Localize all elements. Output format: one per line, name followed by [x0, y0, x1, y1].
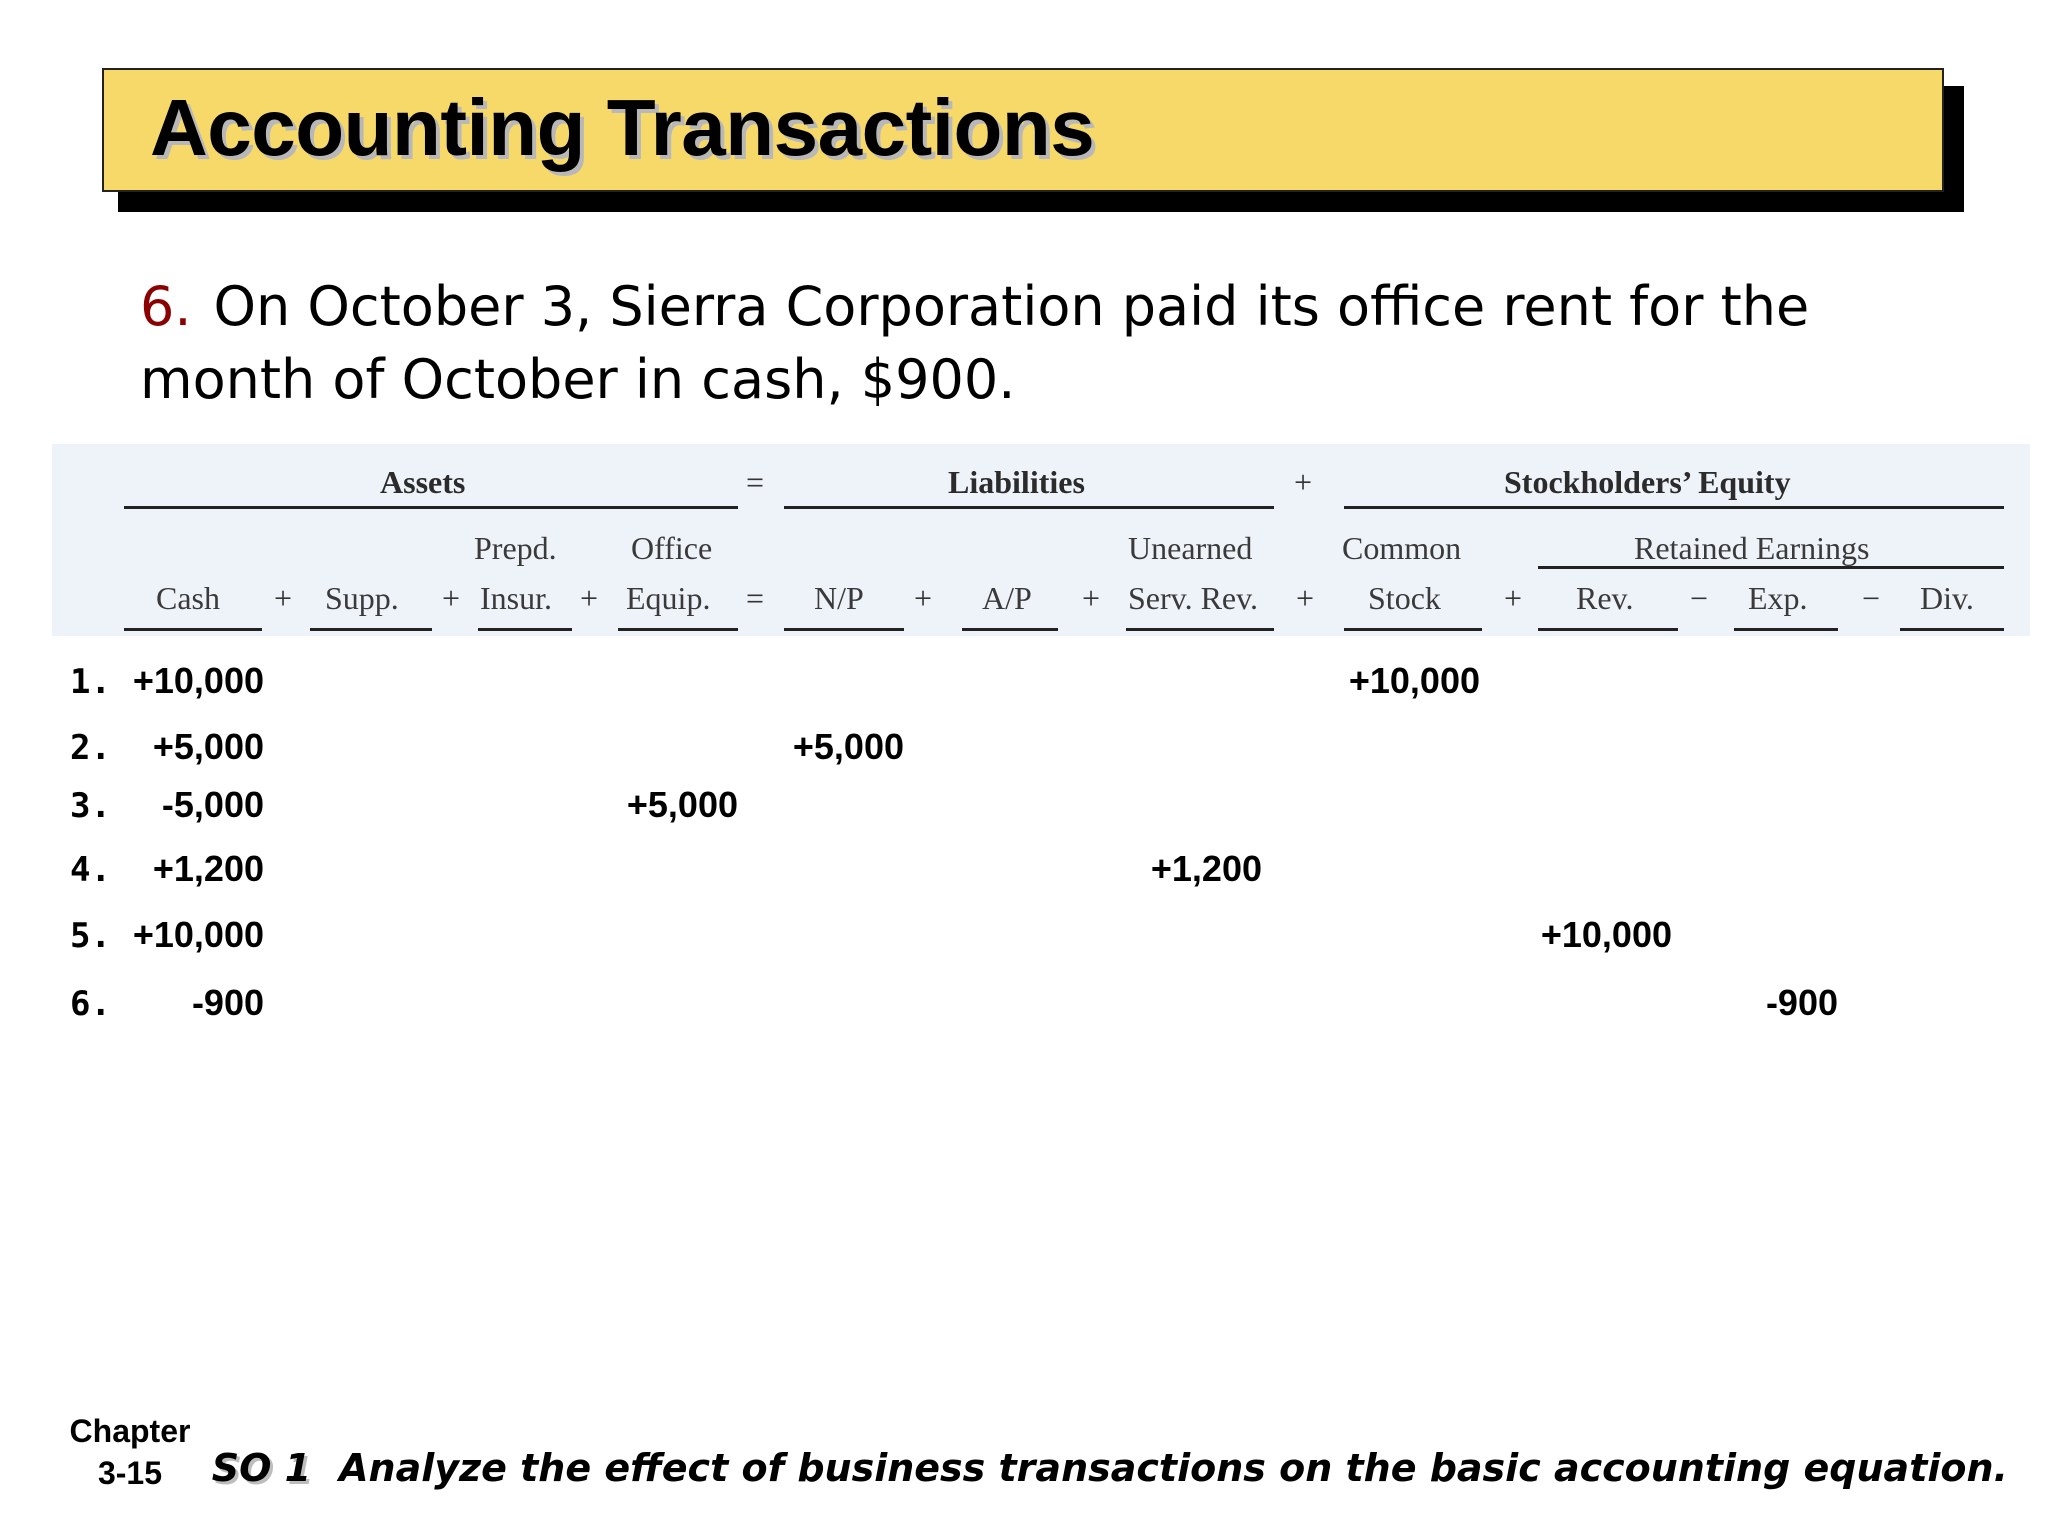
- col-supp: Supp.: [325, 580, 399, 616]
- op-plus: +: [274, 580, 293, 616]
- chapter-label: [60, 1410, 200, 1494]
- cash-value: +10,000: [132, 914, 264, 955]
- exp-underline: [1734, 628, 1838, 631]
- ap-underline: [962, 628, 1058, 631]
- row-label: 3.: [70, 786, 111, 826]
- row-label: 4.: [70, 850, 111, 890]
- row-label: 5.: [70, 916, 111, 956]
- op-minus: −: [1690, 580, 1709, 616]
- stock-underline: [1344, 628, 1482, 631]
- np-underline: [784, 628, 904, 631]
- cash-value: +5,000: [152, 726, 264, 767]
- cash-value: -900: [191, 982, 264, 1023]
- chapter-line1: Chapter: [69, 1413, 191, 1449]
- col-equip: Equip.: [626, 580, 711, 616]
- op-plus: +: [1296, 580, 1315, 616]
- page-title: Accounting Transactions: [150, 83, 1095, 172]
- op-equals: =: [746, 580, 765, 616]
- plus-sign: +: [1294, 464, 1313, 500]
- col-stock: Stock: [1368, 580, 1441, 616]
- equip-underline: [618, 628, 738, 631]
- insur-underline: [478, 628, 572, 631]
- col-cash: Cash: [156, 580, 220, 616]
- col-rev: Rev.: [1576, 580, 1634, 616]
- op-plus: +: [442, 580, 461, 616]
- office-label: Office: [631, 530, 713, 566]
- unearned-label: Unearned: [1128, 530, 1253, 566]
- row-label: 6.: [70, 984, 111, 1024]
- chapter-line2: 3-15: [97, 1455, 163, 1491]
- cash-value: +1,200: [152, 848, 264, 889]
- assets-underline: [124, 506, 738, 509]
- common-stock-value: +10,000: [1348, 660, 1480, 701]
- question-text-line2: month of October in cash, $900.: [140, 348, 1016, 411]
- row-label: 1.: [70, 662, 111, 702]
- question-number: 6.: [140, 275, 192, 338]
- office-equip-value: +5,000: [626, 784, 738, 825]
- question-text: [140, 270, 1960, 416]
- study-objective: [212, 1446, 2008, 1490]
- col-div: Div.: [1920, 580, 1974, 616]
- col-ap: A/P: [982, 580, 1032, 616]
- title-banner: [102, 68, 1944, 192]
- assets-heading: Assets: [380, 464, 466, 500]
- row-label: 2.: [70, 728, 111, 768]
- liabilities-underline: [784, 506, 1274, 509]
- cash-value: -5,000: [161, 784, 264, 825]
- serv-rev-underline: [1126, 628, 1274, 631]
- np-value: +5,000: [792, 726, 904, 767]
- div-underline: [1900, 628, 2004, 631]
- col-exp: Exp.: [1748, 580, 1808, 616]
- prepd-label: Prepd.: [474, 530, 557, 566]
- cash-underline: [124, 628, 262, 631]
- common-label: Common: [1342, 530, 1462, 566]
- revenue-value: +10,000: [1540, 914, 1672, 955]
- op-plus: +: [914, 580, 933, 616]
- rev-underline: [1538, 628, 1678, 631]
- unearned-rev-value: +1,200: [1150, 848, 1262, 889]
- question-text-line1: On October 3, Sierra Corporation paid its office rent for the: [213, 275, 1810, 338]
- study-objective-tag: SO 1: [211, 1446, 312, 1490]
- question-line-1: [140, 270, 1960, 343]
- expense-value: -900: [1765, 982, 1838, 1023]
- equals-sign: =: [746, 464, 765, 500]
- study-objective-text: Analyze the effect of business transactions on the basic accounting equation.: [339, 1446, 2008, 1490]
- liabilities-heading: Liabilities: [948, 464, 1085, 500]
- supp-underline: [310, 628, 432, 631]
- col-insur: Insur.: [480, 580, 552, 616]
- cash-value: +10,000: [132, 660, 264, 701]
- op-minus: −: [1862, 580, 1881, 616]
- op-plus: +: [580, 580, 599, 616]
- retained-earnings-underline: [1538, 566, 2004, 569]
- equity-heading: Stockholders’ Equity: [1504, 464, 1791, 500]
- col-np: N/P: [814, 580, 864, 616]
- op-plus: +: [1082, 580, 1101, 616]
- equity-underline: [1344, 506, 2004, 509]
- retained-earnings-label: Retained Earnings: [1634, 530, 1870, 566]
- op-plus: +: [1504, 580, 1523, 616]
- col-serv-rev: Serv. Rev.: [1128, 580, 1259, 616]
